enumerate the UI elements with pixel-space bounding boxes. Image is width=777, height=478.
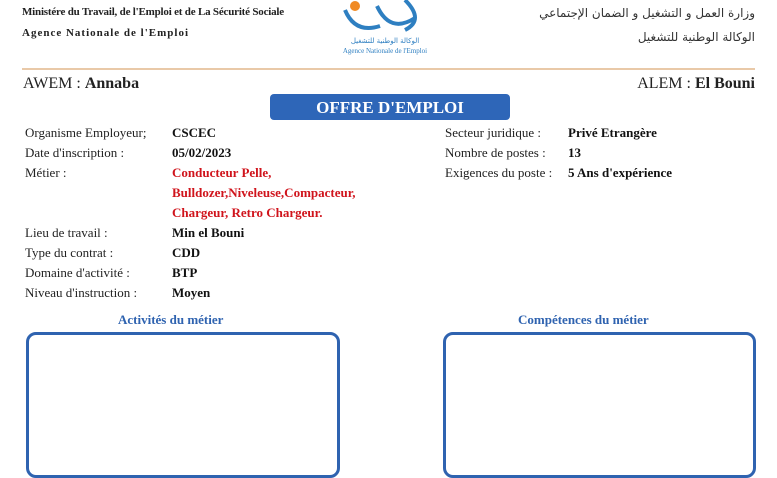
awem-label: AWEM : [23, 75, 85, 92]
field-row [25, 265, 425, 285]
field-value: 05/02/2023 [172, 145, 232, 160]
field-value: Moyen [172, 285, 211, 300]
alem-label: ALEM : [637, 75, 695, 92]
field-value: Bulldozer,Niveleuse,Compacteur, [172, 185, 356, 200]
awem-value: Annaba [84, 75, 140, 92]
activities-box [26, 332, 340, 478]
logo-text-fr: Agence Nationale de l'Emploi [342, 47, 428, 55]
logo-icon [335, 0, 435, 36]
agency-name-ar: الوكالة الوطنية للتشغيل [637, 30, 755, 44]
field-value: CSCEC [172, 125, 217, 140]
skills-box [443, 332, 756, 478]
left-fields [25, 125, 425, 305]
logo-text-ar: الوكالة الوطنية للتشغيل [350, 37, 420, 45]
field-value: Min el Bouni [172, 225, 245, 240]
field-label: Date d'inscription : [25, 145, 125, 160]
field-row [25, 225, 425, 245]
field-row [25, 245, 425, 265]
ministry-name-ar: وزارة العمل و التشغيل و الضمان الإجتماعي [539, 6, 755, 20]
offer-title: OFFRE D'EMPLOI [270, 94, 510, 120]
field-label: Type du contrat : [25, 245, 114, 260]
field-label: Métier : [25, 165, 67, 180]
field-label: Lieu de travail : [25, 225, 108, 240]
skills-heading: Compétences du métier [518, 312, 649, 327]
activities-heading: Activités du métier [118, 312, 224, 327]
field-label: Exigences du poste : [445, 165, 553, 180]
agency-name-fr: Agence Nationale de l'Emploi [22, 27, 190, 39]
field-value: 5 Ans d'expérience [568, 165, 672, 180]
field-row [445, 165, 765, 185]
field-label: Organisme Employeur; [25, 125, 147, 140]
field-label: Nombre de postes : [445, 145, 546, 160]
field-label [25, 205, 172, 225]
right-fields [445, 125, 765, 185]
field-row [25, 185, 425, 205]
field-row [445, 145, 765, 165]
field-label: Secteur juridique : [445, 125, 542, 140]
alem-value: El Bouni [694, 75, 755, 92]
field-value: BTP [172, 265, 198, 280]
field-row [25, 125, 425, 145]
ministry-name-fr: Ministére du Travail, de l'Emploi et de La Sécurité Sociale [22, 6, 284, 18]
awem [23, 75, 139, 93]
field-label [25, 185, 172, 205]
alem [637, 75, 755, 93]
field-value: Conducteur Pelle, [172, 165, 272, 180]
field-row [25, 165, 425, 185]
field-row [25, 205, 425, 225]
field-label: Domaine d'activité : [25, 265, 130, 280]
field-row [25, 285, 425, 305]
field-label: Niveau d'instruction : [25, 285, 138, 300]
field-value: Chargeur, Retro Chargeur. [172, 205, 323, 220]
field-value: Privé Etrangère [568, 125, 657, 140]
field-value: CDD [172, 245, 201, 260]
field-row [25, 145, 425, 165]
agency-logo [335, 0, 435, 65]
header-divider [22, 68, 755, 70]
field-row [445, 125, 765, 145]
field-value: 13 [568, 145, 581, 160]
